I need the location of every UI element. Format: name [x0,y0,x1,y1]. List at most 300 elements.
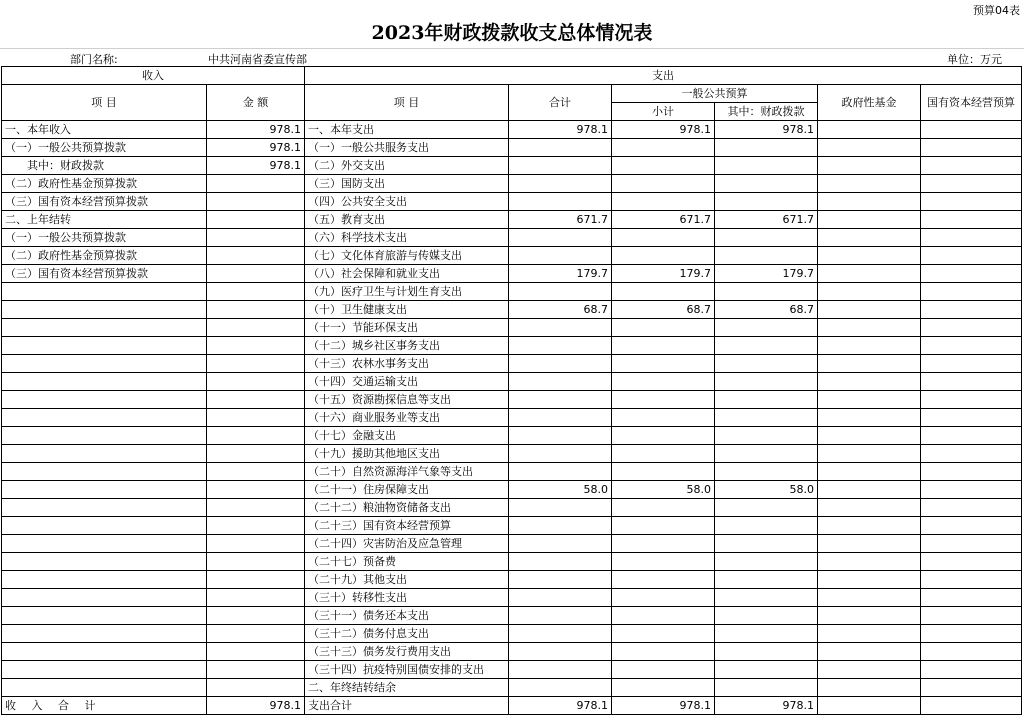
form-number: 预算04表 [973,4,1020,17]
income-item-cell: （二）政府性基金预算拨款 [2,247,207,265]
state-capital-cell [921,157,1022,175]
page-title: 2023年财政拨款收支总体情况表 [371,22,653,44]
income-item-cell [2,553,207,571]
unit-label: 单位：万元 [947,53,1002,66]
gov-fund-cell [818,409,921,427]
subtotal-cell: 978.1 [612,121,715,139]
expense-item-cell: （十六）商业服务业等支出 [305,409,509,427]
table-row [2,463,1022,481]
subtotal-cell: 179.7 [612,265,715,283]
subtotal-cell [612,319,715,337]
state-capital-cell [921,499,1022,517]
fiscal-header: 其中：财政拨款 [715,103,818,121]
total-cell [509,463,612,481]
expense-item-cell: （五）教育支出 [305,211,509,229]
total-cell [509,337,612,355]
header-row-2 [2,85,1022,103]
income-amount-cell [207,553,305,571]
total-cell [509,319,612,337]
expense-item-cell: 二、年终结转结余 [305,679,509,697]
expense-item-cell: （十九）援助其他地区支出 [305,445,509,463]
expense-header: 支出 [305,67,1022,85]
state-capital-cell [921,121,1022,139]
income-item-cell: （一）一般公共预算拨款 [2,229,207,247]
total-cell: 671.7 [509,211,612,229]
expense-item-cell: （七）文化体育旅游与传媒支出 [305,247,509,265]
income-item-cell [2,283,207,301]
gov-fund-cell [818,697,921,715]
income-amount-cell [207,661,305,679]
income-item-cell [2,427,207,445]
subtotal-cell: 68.7 [612,301,715,319]
expense-item-cell: （十一）节能环保支出 [305,319,509,337]
table-body [2,121,1022,715]
table-row [2,355,1022,373]
state-capital-cell [921,373,1022,391]
fiscal-cell [715,319,818,337]
total-cell [509,445,612,463]
table-row [2,283,1022,301]
total-cell [509,589,612,607]
subtotal-cell [612,643,715,661]
fiscal-cell [715,373,818,391]
gov-fund-cell [818,373,921,391]
gov-fund-cell [818,121,921,139]
total-cell: 179.7 [509,265,612,283]
state-capital-cell [921,355,1022,373]
state-capital-cell [921,211,1022,229]
gov-fund-cell [818,463,921,481]
income-item-cell: （二）政府性基金预算拨款 [2,175,207,193]
income-amount-cell: 978.1 [207,697,305,715]
income-item-cell [2,499,207,517]
income-amount-cell [207,499,305,517]
state-capital-cell [921,391,1022,409]
fiscal-cell [715,643,818,661]
gov-fund-cell [818,499,921,517]
total-cell [509,517,612,535]
expense-item-cell: 一、本年支出 [305,121,509,139]
department-row [0,48,1024,67]
gov-fund-cell [818,679,921,697]
gov-fund-cell [818,355,921,373]
total-cell: 68.7 [509,301,612,319]
income-amount-cell [207,571,305,589]
state-capital-cell [921,139,1022,157]
gov-fund-cell [818,517,921,535]
fiscal-cell [715,535,818,553]
expense-item-cell: （二十四）灾害防治及应急管理 [305,535,509,553]
table-row [2,121,1022,139]
income-item-cell: （一）一般公共预算拨款 [2,139,207,157]
income-item-cell [2,391,207,409]
income-item-cell [2,643,207,661]
expense-item-cell: （二十三）国有资本经营预算 [305,517,509,535]
income-amount-cell [207,589,305,607]
header-row-1 [2,67,1022,85]
income-item-cell [2,679,207,697]
income-amount-cell [207,625,305,643]
subtotal-cell [612,625,715,643]
expense-item-cell: （二十九）其他支出 [305,571,509,589]
table-row [2,553,1022,571]
fiscal-cell: 671.7 [715,211,818,229]
fiscal-cell [715,337,818,355]
income-item-cell [2,463,207,481]
gov-fund-cell [818,625,921,643]
expense-item-cell: （十二）城乡社区事务支出 [305,337,509,355]
table-row [2,517,1022,535]
income-item-cell [2,517,207,535]
subtotal-cell [612,391,715,409]
table-row [2,679,1022,697]
income-amount-cell [207,517,305,535]
expense-item-cell: （二）外交支出 [305,157,509,175]
gov-fund-cell [818,337,921,355]
state-capital-cell [921,517,1022,535]
gov-fund-cell [818,175,921,193]
subtotal-cell [612,283,715,301]
gov-fund-cell [818,553,921,571]
fiscal-cell [715,175,818,193]
income-amount-cell [207,643,305,661]
subtotal-header: 小计 [612,103,715,121]
state-capital-cell [921,607,1022,625]
department-label: 部门名称: [70,53,118,66]
income-item-cell [2,319,207,337]
fiscal-cell [715,661,818,679]
state-capital-cell [921,283,1022,301]
table-row [2,157,1022,175]
subtotal-cell [612,535,715,553]
table-row [2,607,1022,625]
total-cell [509,139,612,157]
subtotal-cell [612,679,715,697]
subtotal-cell [612,409,715,427]
total-cell [509,373,612,391]
state-capital-cell [921,481,1022,499]
subtotal-cell [612,427,715,445]
fiscal-cell [715,283,818,301]
table-row [2,625,1022,643]
gov-fund-header: 政府性基金 [818,85,921,121]
department-value: 中共河南省委宣传部 [208,53,307,66]
fiscal-cell: 978.1 [715,121,818,139]
subtotal-cell [612,517,715,535]
income-item-cell [2,373,207,391]
income-item-cell [2,409,207,427]
total-cell [509,175,612,193]
gov-fund-cell [818,391,921,409]
subtotal-cell: 671.7 [612,211,715,229]
income-item-cell [2,661,207,679]
income-item-cell [2,481,207,499]
gov-fund-cell [818,481,921,499]
total-cell [509,193,612,211]
income-amount-cell [207,175,305,193]
income-amount-cell [207,445,305,463]
table-row [2,211,1022,229]
income-amount-cell [207,319,305,337]
fiscal-cell [715,445,818,463]
expense-item-cell: （三十三）债务发行费用支出 [305,643,509,661]
income-amount-header: 金 额 [207,85,305,121]
state-capital-cell [921,535,1022,553]
income-amount-cell [207,337,305,355]
total-header: 合计 [509,85,612,121]
income-item-cell [2,355,207,373]
gov-fund-cell [818,265,921,283]
total-cell [509,229,612,247]
expense-item-header: 项 目 [305,85,509,121]
state-capital-cell [921,661,1022,679]
fiscal-cell: 68.7 [715,301,818,319]
subtotal-cell [612,247,715,265]
table-row [2,373,1022,391]
subtotal-cell [612,193,715,211]
gov-fund-cell [818,193,921,211]
expense-item-cell: （三）国防支出 [305,175,509,193]
fiscal-cell [715,139,818,157]
fiscal-cell [715,571,818,589]
gov-fund-cell [818,211,921,229]
total-cell [509,625,612,643]
expense-item-cell: （四）公共安全支出 [305,193,509,211]
income-amount-cell [207,301,305,319]
fiscal-cell [715,247,818,265]
income-item-cell [2,301,207,319]
subtotal-cell [612,355,715,373]
gov-fund-cell [818,661,921,679]
gov-fund-cell [818,157,921,175]
income-amount-cell [207,265,305,283]
subtotal-cell [612,553,715,571]
state-capital-cell [921,229,1022,247]
fiscal-cell [715,193,818,211]
expense-item-cell: （九）医疗卫生与计划生育支出 [305,283,509,301]
subtotal-cell: 58.0 [612,481,715,499]
table-row [2,229,1022,247]
expense-item-cell: （二十七）预备费 [305,553,509,571]
total-cell [509,409,612,427]
fiscal-cell: 978.1 [715,697,818,715]
expense-item-cell: （十）卫生健康支出 [305,301,509,319]
table-row [2,193,1022,211]
gov-fund-cell [818,607,921,625]
gov-fund-cell [818,643,921,661]
subtotal-cell [612,661,715,679]
expense-item-cell: （十四）交通运输支出 [305,373,509,391]
total-cell [509,553,612,571]
state-capital-cell [921,643,1022,661]
general-budget-header: 一般公共预算 [612,85,818,103]
table-row [2,427,1022,445]
fiscal-cell [715,499,818,517]
income-amount-cell [207,355,305,373]
fiscal-cell [715,463,818,481]
subtotal-cell [612,175,715,193]
total-cell [509,499,612,517]
total-cell: 978.1 [509,697,612,715]
state-capital-cell [921,265,1022,283]
income-amount-cell [207,463,305,481]
expense-item-cell: （六）科学技术支出 [305,229,509,247]
table-row [2,571,1022,589]
table-row [2,661,1022,679]
fiscal-cell: 58.0 [715,481,818,499]
income-item-cell [2,625,207,643]
table-row [2,445,1022,463]
fiscal-cell [715,679,818,697]
state-capital-cell [921,553,1022,571]
income-amount-cell [207,193,305,211]
income-amount-cell [207,607,305,625]
subtotal-cell [612,157,715,175]
state-capital-header: 国有资本经营预算 [921,85,1022,121]
expense-item-cell: （二十）自然资源海洋气象等支出 [305,463,509,481]
gov-fund-cell [818,301,921,319]
income-amount-cell: 978.1 [207,121,305,139]
total-cell [509,643,612,661]
expense-item-cell: （三十二）债务付息支出 [305,625,509,643]
state-capital-cell [921,301,1022,319]
income-item-cell [2,571,207,589]
subtotal-cell [612,589,715,607]
table-row [2,535,1022,553]
income-amount-cell [207,283,305,301]
income-item-cell: （三）国有资本经营预算拨款 [2,265,207,283]
total-cell [509,355,612,373]
budget-table [1,66,1022,715]
subtotal-cell [612,139,715,157]
income-item-cell [2,445,207,463]
table-row [2,409,1022,427]
expense-item-cell: 支出合计 [305,697,509,715]
total-cell: 58.0 [509,481,612,499]
total-cell [509,679,612,697]
gov-fund-cell [818,445,921,463]
fiscal-cell [715,409,818,427]
income-item-cell [2,535,207,553]
expense-item-cell: （三十四）抗疫特别国债安排的支出 [305,661,509,679]
gov-fund-cell [818,139,921,157]
total-cell [509,535,612,553]
table-row [2,481,1022,499]
table-row [2,139,1022,157]
state-capital-cell [921,445,1022,463]
gov-fund-cell [818,283,921,301]
fiscal-cell [715,517,818,535]
total-cell [509,427,612,445]
state-capital-cell [921,679,1022,697]
income-amount-cell [207,481,305,499]
income-item-cell: 收 入 合 计 [2,697,207,715]
income-amount-cell [207,373,305,391]
subtotal-cell [612,229,715,247]
income-amount-cell [207,391,305,409]
total-cell [509,283,612,301]
state-capital-cell [921,193,1022,211]
state-capital-cell [921,175,1022,193]
table-row [2,337,1022,355]
income-item-header: 项 目 [2,85,207,121]
expense-item-cell: （一）一般公共服务支出 [305,139,509,157]
fiscal-cell [715,607,818,625]
table-row [2,697,1022,715]
fiscal-cell [715,427,818,445]
expense-item-cell: （三十一）债务还本支出 [305,607,509,625]
expense-item-cell: （十七）金融支出 [305,427,509,445]
state-capital-cell [921,337,1022,355]
state-capital-cell [921,589,1022,607]
income-item-cell: （三）国有资本经营预算拨款 [2,193,207,211]
gov-fund-cell [818,247,921,265]
gov-fund-cell [818,571,921,589]
state-capital-cell [921,427,1022,445]
income-amount-cell [207,535,305,553]
income-item-cell: 其中：财政拨款 [2,157,207,175]
fiscal-cell [715,589,818,607]
expense-item-cell: （十五）资源勘探信息等支出 [305,391,509,409]
gov-fund-cell [818,535,921,553]
income-item-cell: 一、本年收入 [2,121,207,139]
subtotal-cell [612,445,715,463]
table-row [2,643,1022,661]
subtotal-cell [612,463,715,481]
state-capital-cell [921,625,1022,643]
fiscal-cell [715,625,818,643]
gov-fund-cell [818,319,921,337]
table-row [2,589,1022,607]
income-amount-cell [207,229,305,247]
state-capital-cell [921,697,1022,715]
income-amount-cell [207,247,305,265]
income-item-cell [2,589,207,607]
total-cell: 978.1 [509,121,612,139]
subtotal-cell: 978.1 [612,697,715,715]
expense-item-cell: （二十二）粮油物资储备支出 [305,499,509,517]
fiscal-cell [715,391,818,409]
table-row [2,301,1022,319]
expense-item-cell: （三十）转移性支出 [305,589,509,607]
fiscal-cell: 179.7 [715,265,818,283]
state-capital-cell [921,409,1022,427]
subtotal-cell [612,499,715,517]
total-cell [509,391,612,409]
income-amount-cell: 978.1 [207,157,305,175]
subtotal-cell [612,571,715,589]
gov-fund-cell [818,589,921,607]
income-item-cell [2,607,207,625]
total-cell [509,607,612,625]
subtotal-cell [612,337,715,355]
state-capital-cell [921,247,1022,265]
table-row [2,499,1022,517]
fiscal-cell [715,553,818,571]
fiscal-cell [715,229,818,247]
state-capital-cell [921,319,1022,337]
expense-item-cell: （十三）农林水事务支出 [305,355,509,373]
table-row [2,391,1022,409]
expense-item-cell: （二十一）住房保障支出 [305,481,509,499]
income-header: 收入 [2,67,305,85]
subtotal-cell [612,373,715,391]
expense-item-cell: （八）社会保障和就业支出 [305,265,509,283]
fiscal-cell [715,157,818,175]
table-row [2,265,1022,283]
fiscal-cell [715,355,818,373]
gov-fund-cell [818,427,921,445]
